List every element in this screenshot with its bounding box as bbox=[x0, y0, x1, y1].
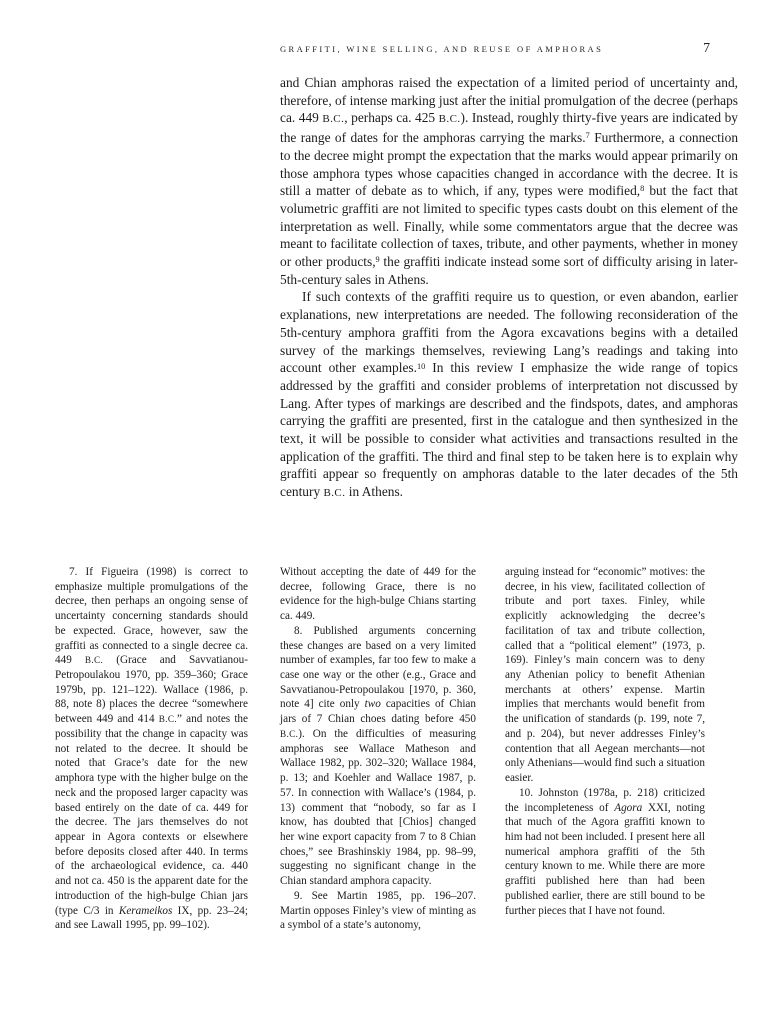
footnote-column-2 bbox=[280, 565, 476, 933]
body-paragraph-1: and Chian amphoras raised the expectation of a limited period of uncertainty and, therefore, of intense marking just after the initial promulgation of the decree (perhaps ca. 449 B.C., perhaps ca. 425 B.C.). Instead, roughly thirty-five years are indicated by the range of dates for the amphoras carrying the marks.$^7$ Furthermore, a connection to the decree might prompt the expectation that the marks would appear primarily on those amphora types whose capacities changed in accordance with the decree. It is still a matter of debate as to which, if any, types were modified,$^8$ but the fact that volumetric graffiti are not limited to specific types casts doubt on this element of the interpretation as well. Finally, while some commentators argue that the decree was meant to facilitate collection of taxes, tribute, and other payments, whether in money or other products,$^9$ the graffiti indicate instead some sort of difficulty arising in later-5th-century sales in Athens. bbox=[280, 75, 739, 287]
footnote-7: 7. If Figueira (1998) is correct to emphasize multiple promulgations of the decree, then perhaps an ongoing sense of uncertainty concerning standards should be expected. Grace, however, saw the graffiti as connected to a single decree ca. 449 B.C. (Grace and Savvatianou-Petropoulakou 1970, pp. 359–360; Grace 1979b, pp. 121–122). Wallace (1986, p. 88, note 8) places the decree “somewhere between 449 and 414 B.C.” and notes the possibility that the change in capacity was not related to the decree. It should be noted that Grace’s date for the new amphora type with the higher bulge on the neck and the proposed larger capacity was based entirely on the date of ca. 449 for the decree. The jars themselves do not appear in Agora contexts or elsewhere before deposits closed after 440. In terms of the archaeological evidence, ca. 440 and not ca. 450 is the apparent date for the introduction of the high-bulge Chian jars (type C/3 in Kerameikos IX, pp. 23–24; and see Lawall 1995, pp. 99–102). bbox=[55, 566, 248, 932]
footnote-8: 8. Published arguments concerning these changes are based on a very limited number of examples, far too few to make a case one way or the other (e.g., Grace and Savvatianou-Petropoulakou [1970, p. 360, note 4] cite only two capacities of Chian jars of 7 Chian choes dating before 450 B.C.). On the difficulties of measuring amphoras see Wallace Matheson and Wallace 1982, pp. 302–320; Wallace 1984, p. 13; and Koehler and Wallace 1987, p. 57. In connection with Wallace’s (1984, p. 13) comment that “nobody, so far as I know, has doubted that [Chios] changed her wine export capacity from 7 to 8 Chian choes,” see Brashinskiy 1984, pp. 98–99, suggesting no significant change in the Chian standard amphora capacity. bbox=[280, 624, 476, 888]
footnote-column-1 bbox=[55, 565, 248, 933]
footnote-7-continued: Without accepting the date of 449 for the decree, following Grace, there is no evidence for the high-bulge Chians starting ca. 449. bbox=[280, 566, 476, 623]
running-head: GRAFFITI, WINE SELLING, AND REUSE OF AMPHORAS bbox=[280, 44, 604, 54]
body-paragraph-2: If such contexts of the graffiti require us to question, or even abandon, earlier explanations, new interpretations are needed. The following reconsideration of the 5th-century amphora graffiti from the Agora excavations begins with a detailed survey of the markings themselves, reviewing Lang’s readings and taking into account other examples.$^{10}$ In this review I emphasize the wide range of topics addressed by the graffiti and consider problems of interpretation not discussed by Lang. After types of markings are described and the findspots, dates, and amphoras carrying the graffiti are presented, first in the catalogue and then synthesized in the text, it will be possible to consider what activities and transactions resulted in the application of the graffiti. The third and final step to be taken here is to explain why graffiti appear so frequently on amphoras datable to the later decades of the 5th century B.C. in Athens. bbox=[280, 289, 738, 500]
footnote-9: 9. See Martin 1985, pp. 196–207. Martin opposes Finley’s view of minting as a symbol of a state’s autonomy, bbox=[280, 889, 476, 932]
footnote-10: 10. Johnston (1978a, p. 218) criticized the incompleteness of Agora XXI, noting that much of the Agora graffiti known to him had not been included. I present here all numerical amphora graffiti of the 5th century known to me. While there are more graffiti published here than had been published earlier, there are still bound to be further pieces that I have not found. bbox=[505, 786, 705, 917]
footnote-column-3 bbox=[505, 565, 705, 918]
page-number: 7 bbox=[703, 40, 710, 55]
page-header bbox=[280, 40, 710, 56]
main-text-column bbox=[280, 74, 738, 503]
footnote-9-continued: arguing instead for “economic” motives: the decree, in his view, facilitated collection of tribute and port taxes. Finley, while explicitly acknowledging the decree’s facilitation of tax and tribute collection, called that a “political element” (1973, p. 169). Finley’s main concern was to deny any Athenian policy to benefit Athenian merchants at others’ expense. Martin implies that merchants would benefit from the unification of standards (p. 199, note 7, and p. 204), but never addresses Finley’s contention that all Aegean merchants—not only Athenians—would find such a situation easier. bbox=[505, 566, 705, 785]
